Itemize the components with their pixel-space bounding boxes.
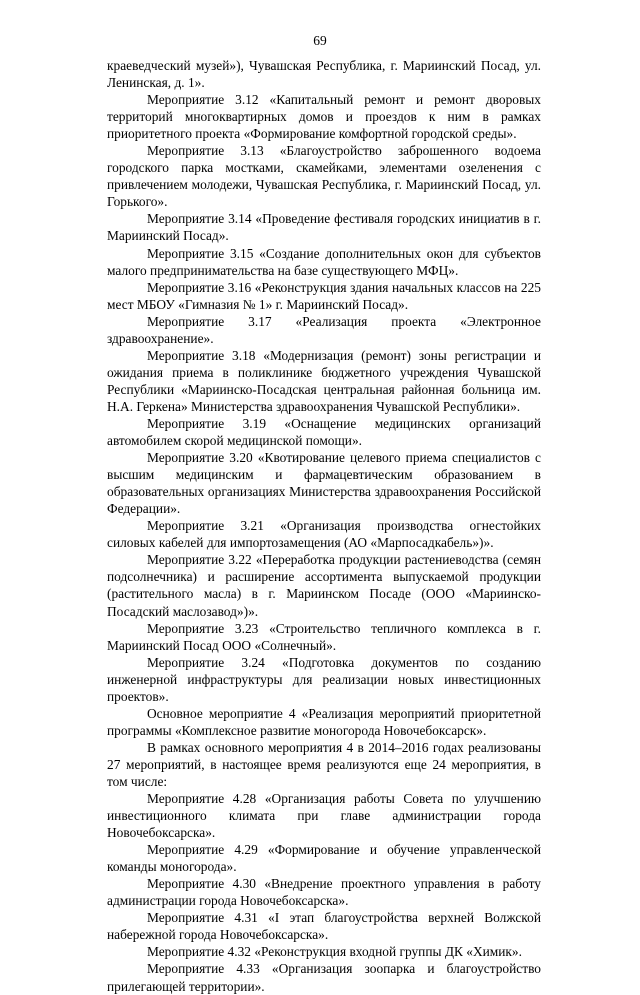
paragraph: Мероприятие 4.31 «I этап благоустройства верхней Волжской набережной города Новочебоксарска». bbox=[107, 910, 541, 943]
paragraph: В рамках основного мероприятия 4 в 2014–2016 годах реализованы 27 мероприятий, в настоящее время реализуются еще 24 мероприятия, в том числе: bbox=[107, 739, 541, 789]
paragraph: Основное мероприятие 4 «Реализация мероприятий приоритетной программы «Комплексное развитие моногорода Новочебоксарск». bbox=[107, 705, 541, 738]
paragraph: Мероприятие 3.19 «Оснащение медицинских организаций автомобилем скорой медицинской помощи». bbox=[107, 415, 541, 449]
paragraph: Мероприятие 3.20 «Квотирование целевого приема специалистов с высшим медицинским и фармацевтическим образованием в образовательных организациях Министерства здравоохранения Российской Федерации». bbox=[107, 450, 541, 517]
page-number: 69 bbox=[313, 33, 327, 48]
paragraph: Мероприятие 3.13 «Благоустройство заброшенного водоема городского парка мостками, скамейками, элементами озеленения с привлечением молодежи, Чувашская Республика, г. Мариинский Посад, ул. Горького». bbox=[107, 143, 541, 210]
paragraph: Мероприятие 4.28 «Организация работы Совета по улучшению инвестиционного климата при главе администрации города Новочебоксарска». bbox=[107, 791, 541, 841]
paragraph: краеведческий музей»), Чувашская Республика, г. Мариинский Посад, ул. Ленинская, д. 1». bbox=[107, 58, 541, 91]
paragraph: Мероприятие 3.14 «Проведение фестиваля городских инициатив в г. Мариинский Посад». bbox=[107, 211, 541, 244]
paragraph: Мероприятие 4.30 «Внедрение проектного управления в работу администрации города Новочебоксарска». bbox=[107, 876, 541, 909]
paragraph: Мероприятие 4.29 «Формирование и обучение управленческой команды моногорода». bbox=[107, 842, 541, 875]
paragraph: Мероприятие 3.17 «Реализация проекта «Электронное здравоохранение». bbox=[107, 313, 541, 346]
paragraph: Мероприятие 3.21 «Организация производства огнестойких силовых кабелей для импортозамещения (АО «Марпосадкабель»)». bbox=[107, 518, 541, 551]
paragraph: Мероприятие 4.32 «Реконструкция входной группы ДК «Химик». bbox=[147, 944, 522, 960]
paragraph: Мероприятие 3.12 «Капитальный ремонт и ремонт дворовых территорий многоквартирных домов и проездов к ним в рамках приоритетного проекта «Формирование комфортной городской среды». bbox=[107, 92, 541, 142]
document-body bbox=[107, 57, 541, 995]
paragraph: Мероприятие 3.22 «Переработка продукции растениеводства (семян подсолнечника) и расширение ассортимента выпускаемой продукции (растительного масла) в г. Мариинском Посаде (ООО «Мариинско-Посадский маслозавод»)». bbox=[107, 552, 541, 619]
paragraph: Мероприятие 3.16 «Реконструкция здания начальных классов на 225 мест МБОУ «Гимназия № 1» г. Мариинский Посад». bbox=[107, 279, 541, 312]
paragraph: Мероприятие 3.23 «Строительство тепличного комплекса в г. Мариинский Посад ООО «Солнечный». bbox=[107, 620, 541, 653]
paragraph: Мероприятие 3.24 «Подготовка документов по созданию инженерной инфраструктуры для реализации новых инвестиционных проектов». bbox=[107, 654, 541, 704]
paragraph: Мероприятие 3.15 «Создание дополнительных окон для субъектов малого предпринимательства на базе существующего МФЦ». bbox=[107, 245, 541, 278]
paragraph: Мероприятие 3.18 «Модернизация (ремонт) зоны регистрации и ожидания приема в поликлинике бюджетного учреждения Чувашской Республики «Мариинско-Посадская центральная районная больница им. Н.А. Геркена» Министерства здравоохранения Чувашской Республики». bbox=[107, 347, 541, 414]
paragraph: Мероприятие 4.33 «Организация зоопарка и благоустройство прилегающей территории». bbox=[107, 961, 541, 994]
